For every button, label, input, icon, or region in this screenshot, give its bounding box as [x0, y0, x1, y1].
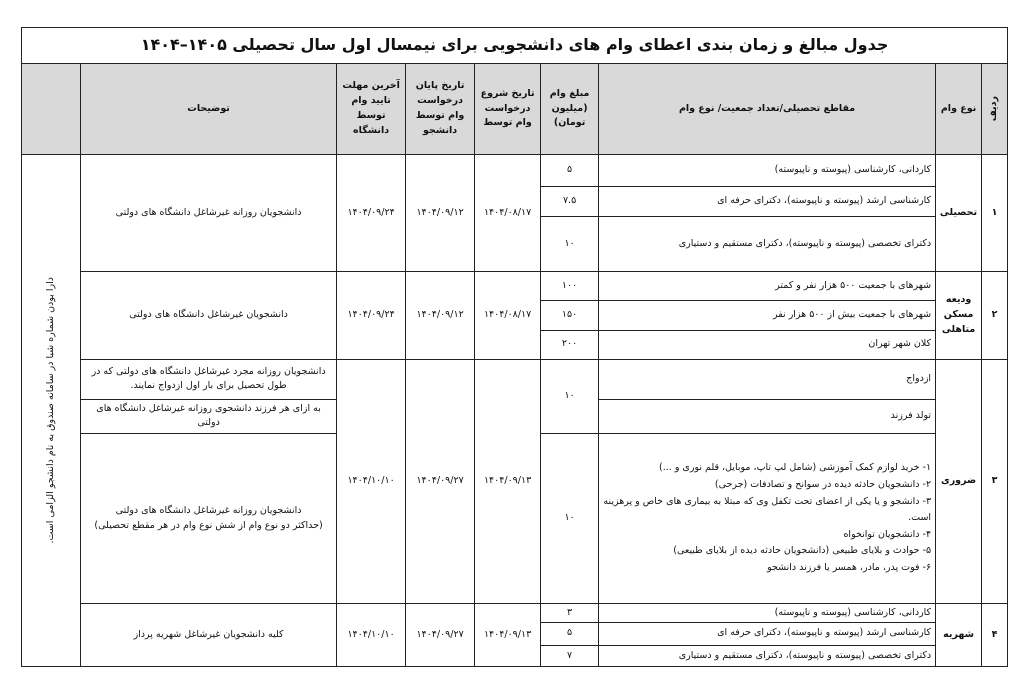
end-date: ۱۴۰۴/۰۹/۲۷	[406, 604, 475, 667]
loan-schedule-document	[21, 27, 1007, 667]
header-side	[22, 63, 81, 154]
notes-cell: کلیه دانشجویان غیرشاغل شهریه پرداز	[81, 604, 337, 667]
end-date: ۱۴۰۴/۰۹/۲۷	[406, 359, 475, 603]
deadline-date: ۱۴۰۴/۱۰/۱۰	[337, 359, 406, 603]
notes-cell	[81, 433, 337, 603]
amount-cell: ۷	[541, 645, 599, 666]
amount-cell: ۵	[541, 155, 599, 187]
list-item: ۵- حوادث و بلایای طبیعی (دانشجویان حادثه دیده از بلایای طبیعی)	[673, 545, 932, 557]
deadline-date: ۱۴۰۴/۰۹/۲۴	[337, 271, 406, 359]
header-row	[22, 63, 1008, 154]
amount-cell: ۱۰۰	[541, 271, 599, 300]
essential-items	[599, 433, 936, 603]
list-item: ۳- دانشجو و یا یکی از اعضای تحت تکفل وی که مبتلا به بیماری های خاص و پرهزینه است.	[603, 495, 932, 524]
level-cell: تولد فرزند	[599, 399, 936, 433]
level-cell: دکترای تخصصی (پیوسته و ناپیوسته)، دکترای مستقیم و دستیاری	[599, 645, 936, 666]
page-title: جدول مبالغ و زمان بندی اعطای وام های دانشجویی برای نیمسال اول سال تحصیلی ۱۴۰۵–۱۴۰۴	[22, 28, 1008, 64]
level-cell: ازدواج	[599, 359, 936, 399]
header-start-date: تاریخ شروع درخواست وام توسط	[475, 63, 541, 154]
loan-type: تحصیلی	[936, 155, 982, 272]
amount-cell: ۵	[541, 622, 599, 645]
amount-cell: ۷.۵	[541, 186, 599, 216]
row-number: ۲	[982, 271, 1008, 359]
amount-cell: ۱۰	[541, 217, 599, 272]
notes-main: دانشجویان روزانه غیرشاغل دانشگاه های دولتی	[115, 504, 302, 516]
amount-cell: ۳	[541, 604, 599, 623]
amount-cell: ۲۰۰	[541, 330, 599, 359]
notes-sub: (حداکثر دو نوع وام از شش نوع وام در هر مقطع تحصیلی)	[94, 519, 323, 531]
row-number: ۱	[982, 155, 1008, 272]
table-row	[22, 271, 1008, 300]
level-cell: کاردانی، کارشناسی (پیوسته و ناپیوسته)	[599, 604, 936, 623]
amount-cell: ۱۰	[541, 433, 599, 603]
level-cell: دکترای تخصصی (پیوسته و ناپیوسته)، دکترای مستقیم و دستیاری	[599, 217, 936, 272]
notes-cell: دانشجویان روزانه مجرد غیرشاغل دانشگاه های دولتی که در طول تحصیل برای بار اول ازدواج نمایند.	[81, 359, 337, 399]
amount-cell: ۱۰	[541, 359, 599, 433]
loan-type: ودیعه مسکن متاهلی	[936, 271, 982, 359]
table-row	[22, 604, 1008, 623]
list-item: ۶- فوت پدر، مادر، همسر یا فرزند دانشجو	[767, 562, 932, 574]
loan-type: شهریه	[936, 604, 982, 667]
start-date: ۱۴۰۴/۰۹/۱۳	[475, 359, 541, 603]
header-levels: مقاطع تحصیلی/تعداد جمعیت/ نوع وام	[599, 63, 936, 154]
side-note-text: دارا بودن شماره شبا در سامانه صندوق به نام دانشجو الزامی است.	[44, 277, 56, 544]
header-amount: مبلغ وام (میلیون تومان)	[541, 63, 599, 154]
list-item: ۴- دانشجویان توانخواه	[843, 528, 932, 540]
row-number: ۴	[982, 604, 1008, 667]
loan-type: ضروری	[936, 359, 982, 603]
side-note	[22, 155, 81, 667]
header-notes: توضیحات	[81, 63, 337, 154]
start-date: ۱۴۰۴/۰۹/۱۳	[475, 604, 541, 667]
level-cell: شهرهای با جمعیت ۵۰۰ هزار نفر و کمتر	[599, 271, 936, 300]
header-end-date: تاریخ پایان درخواست وام توسط دانشجو	[406, 63, 475, 154]
start-date: ۱۴۰۴/۰۸/۱۷	[475, 155, 541, 272]
row-number: ۳	[982, 359, 1008, 603]
level-cell: کاردانی، کارشناسی (پیوسته و ناپیوسته)	[599, 155, 936, 187]
header-deadline: آخرین مهلت تایید وام توسط دانشگاه	[337, 63, 406, 154]
list-item: ۲- دانشجویان حادثه دیده در سوانح و تصادفات (جرحی)	[714, 478, 932, 490]
amount-cell: ۱۵۰	[541, 301, 599, 330]
header-row-no: ردیف	[982, 63, 1008, 154]
essential-items-list	[603, 460, 931, 576]
level-cell: کارشناسی ارشد (پیوسته و ناپیوسته)، دکترای حرفه ای	[599, 622, 936, 645]
end-date: ۱۴۰۴/۰۹/۱۲	[406, 155, 475, 272]
list-item: ۱- خرید لوازم کمک آموزشی (شامل لپ تاپ، موبایل، قلم نوری و ...)	[659, 462, 932, 474]
start-date: ۱۴۰۴/۰۸/۱۷	[475, 271, 541, 359]
title-row	[22, 28, 1008, 64]
end-date: ۱۴۰۴/۰۹/۱۲	[406, 271, 475, 359]
deadline-date: ۱۴۰۴/۱۰/۱۰	[337, 604, 406, 667]
level-cell: شهرهای با جمعیت بیش از ۵۰۰ هزار نفر	[599, 301, 936, 330]
level-cell: کارشناسی ارشد (پیوسته و ناپیوسته)، دکترای حرفه ای	[599, 186, 936, 216]
loan-schedule-table	[21, 27, 1008, 667]
deadline-date: ۱۴۰۴/۰۹/۲۴	[337, 155, 406, 272]
notes-cell: دانشجویان غیرشاغل دانشگاه های دولتی	[81, 271, 337, 359]
level-cell: کلان شهر تهران	[599, 330, 936, 359]
header-loan-type: نوع وام	[936, 63, 982, 154]
table-row	[22, 155, 1008, 187]
notes-cell: به ازای هر فرزند دانشجوی روزانه غیرشاغل دانشگاه های دولتی	[81, 399, 337, 433]
notes-cell: دانشجویان روزانه غیرشاغل دانشگاه های دولتی	[81, 155, 337, 272]
table-row	[22, 359, 1008, 399]
